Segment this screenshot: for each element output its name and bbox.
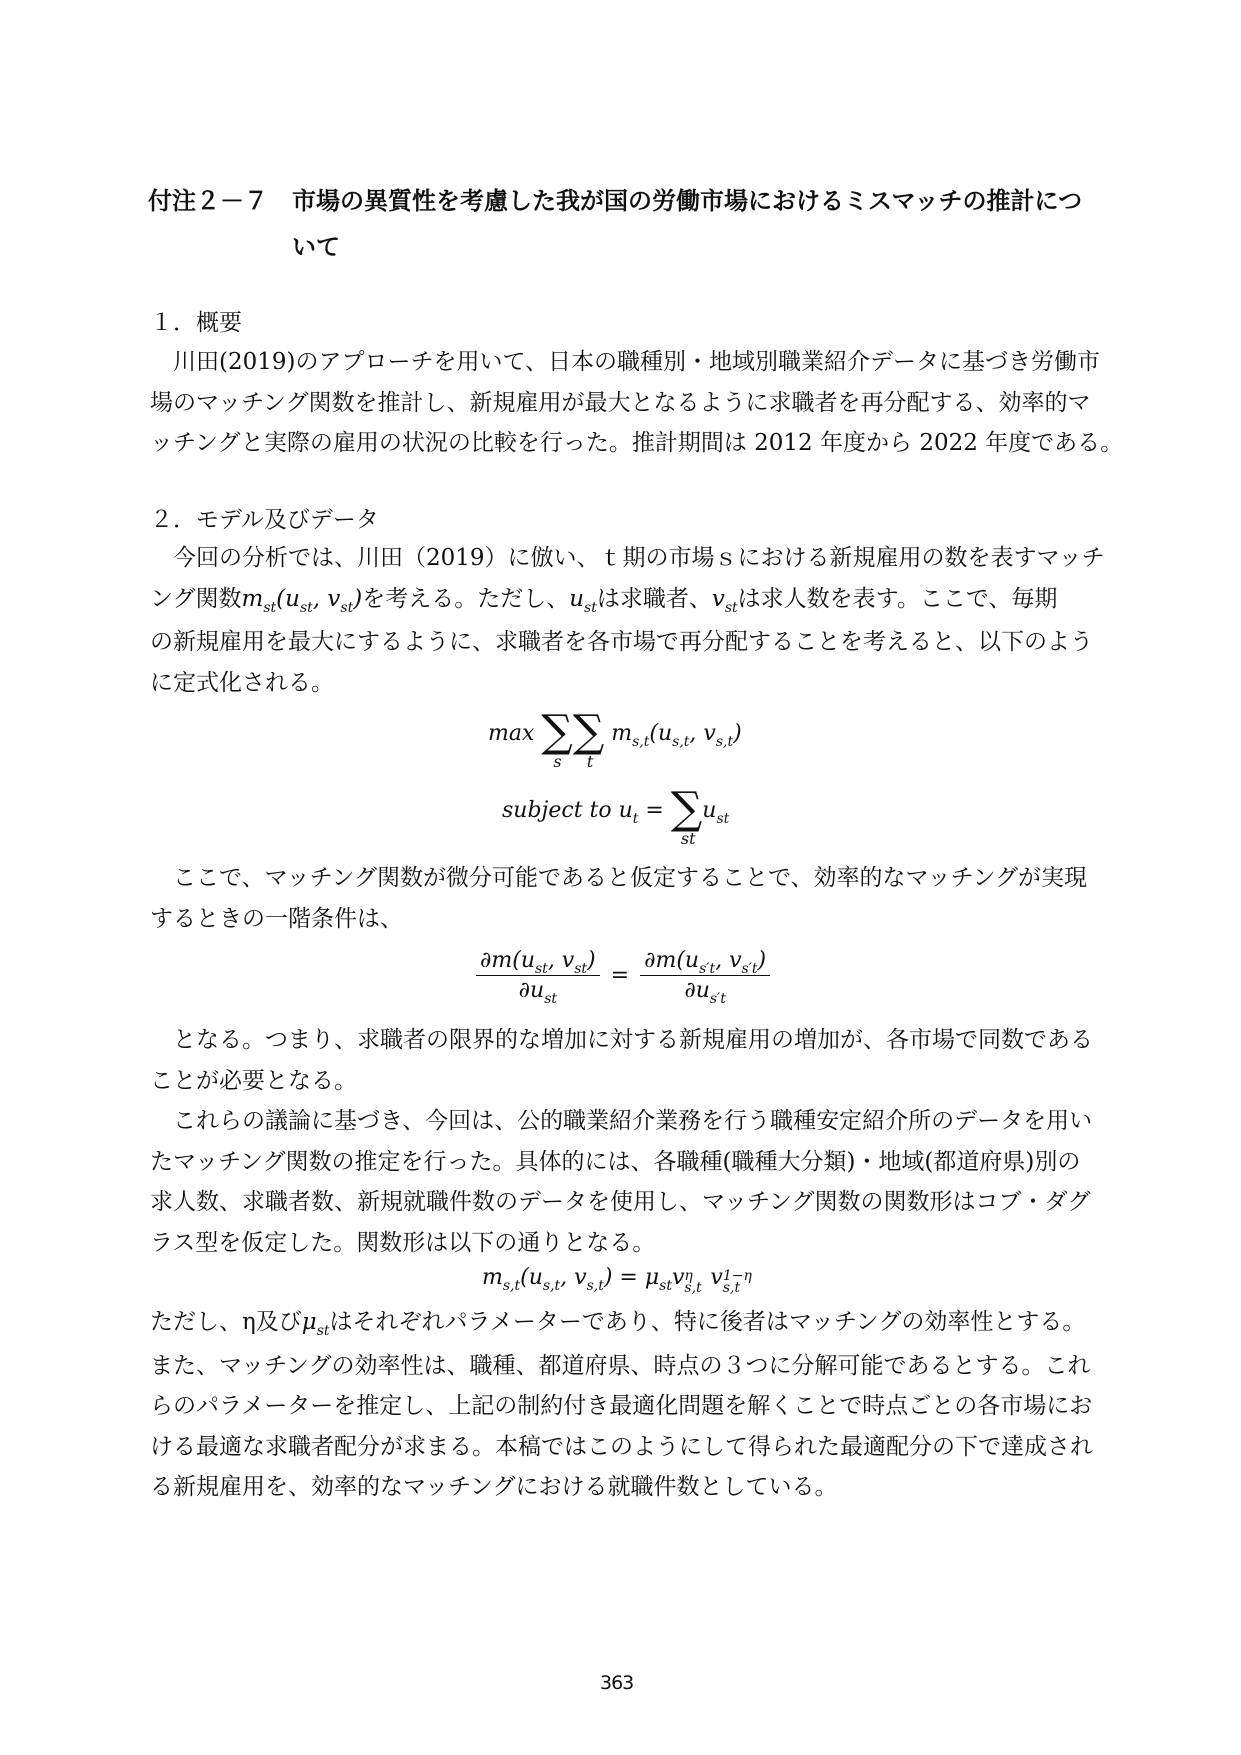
- equation-cobb-douglas: $m_{s,t}(u_{s,t}$, $v_{s,t}) = \mu_{st}v$ η s,t v 1−η s,t: [482, 1265, 752, 1296]
- equation-objective: max ∑ s ∑ t $m_{s,t}(u_{s,t}$, $v_{s,t}$): [488, 706, 742, 771]
- overview-paragraph: 川田(2019)のアプローチを用いて、日本の職種別・地域別職業紹介データに基づき労働市 場のマッチング関数を推計し、新規雇用が最大となるように求職者を再分配する、効率的マ ッチングと実際の雇用の状況の比較を行った。推計期間は 2012 年度から 2022 年度である。: [150, 349, 1124, 456]
- model-paragraph-3: となる。つまり、求職者の限界的な増加に対する新規雇用の増加が、各市場で同数である ことが必要となる。: [150, 1027, 1093, 1094]
- appendix-number: 付注２－７: [148, 187, 268, 215]
- model-paragraph-1: 今回の分析では、川田（2019）に倣い、ｔ期の市場ｓにおける新規雇用の数を表すマッチ ング関数$m_{st}(u_{st}$, $v_{st}$)を考える。ただし、$u_{st}$は求職者、$v_{st}$は求人数を表す。ここで、毎期 の新規雇用を最大にするように、求職者を各市場で再分配することを考えると、以下のよう に定式化される。: [150, 545, 1105, 696]
- fraction-right: $\frac{\partial m(u_{s't}, v_{s't})}{\partial u_{s't}}$: [640, 948, 770, 1003]
- model-paragraph-4: これらの議論に基づき、今回は、公的職業紹介業務を行う職種安定紹介所のデータを用い たマッチング関数の推定を行った。具体的には、各職種(職種大分類)・地域(都道府県)別の 求人数、求職者数、新規就職件数のデータを使用し、マッチング関数の関数形はコブ・ダグ ラス型を仮定した。関数形は以下の通りとなる。: [150, 1108, 1093, 1256]
- fraction-left: $\frac{\partial m(u_{st}, v_{st})}{\partial u_{st}}$: [476, 948, 600, 1003]
- section-heading-overview: １．概要: [150, 310, 242, 336]
- model-paragraph-2: ここで、マッチング関数が微分可能であると仮定することで、効率的なマッチングが実現 するときの一階条件は、: [150, 865, 1088, 932]
- sum-symbol: ∑: [670, 783, 703, 834]
- sum-symbol: ∑: [541, 706, 573, 757]
- appendix-title-text: 市場の異質性を考慮した我が国の労働市場におけるミスマッチの推計につ いて: [292, 187, 1083, 261]
- equation-constraint: subject to $u_t$ = ∑ st $u_{st}$: [502, 783, 730, 848]
- page-number: 363: [600, 1672, 634, 1694]
- sum-symbol: ∑: [572, 706, 605, 757]
- equation-first-order-condition: $\frac{\partial m(u_{st}, v_{st})}{\partial u_{st}}$ = $\frac{\partial m(u_{s't}, v_{s't})}{\partial u_{s't}}$: [476, 948, 770, 1003]
- section-heading-model: ２．モデル及びデータ: [150, 507, 379, 533]
- model-paragraph-5: ただし、η及び$\mu_{st}$はそれぞれパラメーターであり、特に後者はマッチングの効率性とする。 また、マッチングの効率性は、職種、都道府県、時点の３つに分解可能であるとする。これ らのパラメーターを推定し、上記の制約付き最適化問題を解くことで時点ごとの各市場にお ける最適な求職者配分が求まる。本稿ではこのようにして得られた最適配分の下で達成され る新規雇用を、効率的なマッチングにおける就職件数としている。: [150, 1309, 1093, 1500]
